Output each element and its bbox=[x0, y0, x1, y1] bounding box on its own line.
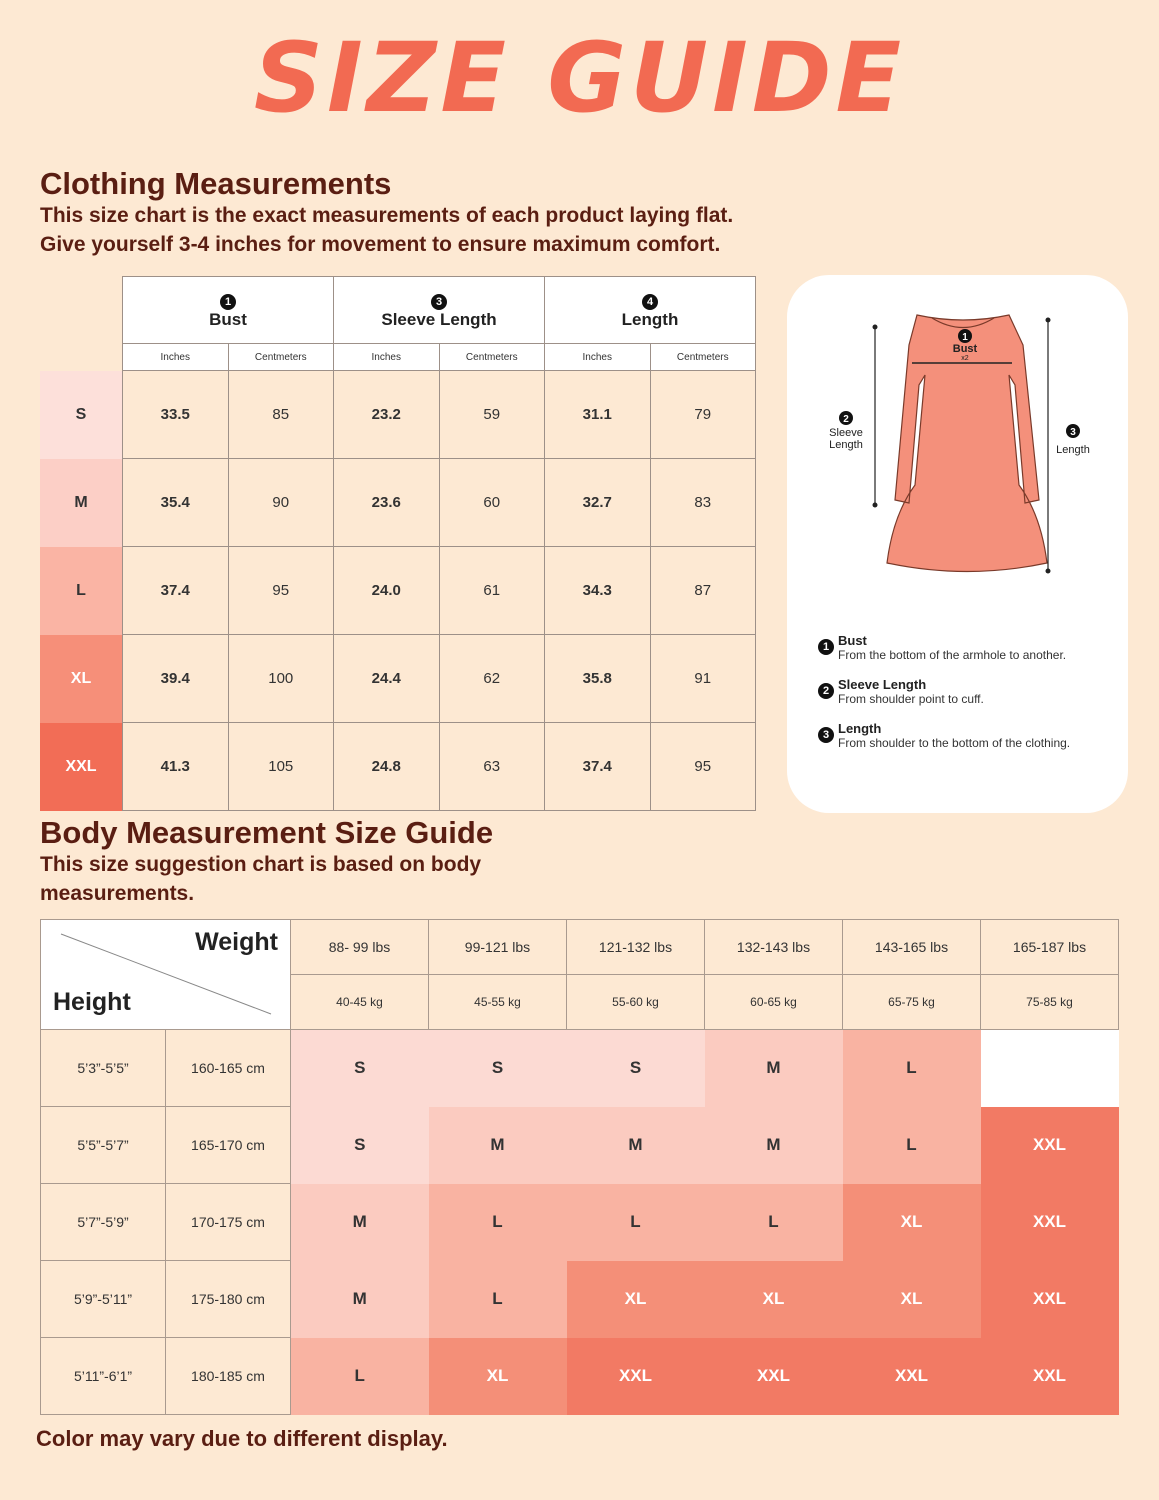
table-cell: 85 bbox=[228, 371, 334, 459]
size-cell: L bbox=[705, 1184, 843, 1261]
body-desc-1: This size suggestion chart is based on body bbox=[40, 853, 482, 876]
height-in: 5’7”-5’9” bbox=[41, 1184, 166, 1261]
unit-label: Centmeters bbox=[439, 344, 545, 371]
table-cell: 24.0 bbox=[334, 547, 440, 635]
number-badge-icon: 1 bbox=[818, 639, 834, 655]
table-cell: 34.3 bbox=[545, 547, 651, 635]
table-cell: 35.8 bbox=[545, 635, 651, 723]
size-cell: XL bbox=[567, 1261, 705, 1338]
size-label: XXL bbox=[40, 723, 123, 811]
size-cell: L bbox=[291, 1338, 429, 1415]
body-heading: Body Measurement Size Guide bbox=[40, 815, 494, 850]
unit-label: Inches bbox=[123, 344, 229, 371]
size-cell bbox=[981, 1030, 1119, 1107]
size-cell: L bbox=[843, 1030, 981, 1107]
weight-lbs: 88- 99 lbs bbox=[291, 920, 429, 975]
number-badge-icon: 1 bbox=[220, 294, 236, 310]
size-label: S bbox=[40, 371, 123, 459]
size-label: M bbox=[40, 459, 123, 547]
size-cell: S bbox=[567, 1030, 705, 1107]
legend-item bbox=[818, 677, 1118, 706]
table-cell: 60 bbox=[439, 459, 545, 547]
table-cell: 59 bbox=[439, 371, 545, 459]
number-badge-icon: 4 bbox=[642, 294, 658, 310]
sleeve-group-header bbox=[334, 277, 545, 344]
table-cell: 100 bbox=[228, 635, 334, 723]
table-row bbox=[40, 723, 756, 811]
table-row bbox=[41, 1184, 1119, 1261]
height-in: 5’3”-5’5” bbox=[41, 1030, 166, 1107]
table-cell: 37.4 bbox=[545, 723, 651, 811]
weight-lbs: 132-143 lbs bbox=[705, 920, 843, 975]
bust-header: Bust bbox=[209, 310, 247, 329]
bust-group-header bbox=[123, 277, 334, 344]
body-measurement-table bbox=[40, 919, 1119, 1415]
length-group-header bbox=[545, 277, 756, 344]
table-cell: 37.4 bbox=[123, 547, 229, 635]
bust-num: 1 bbox=[962, 332, 968, 343]
height-cm: 175-180 cm bbox=[166, 1261, 291, 1338]
table-cell: 24.8 bbox=[334, 723, 440, 811]
size-cell: S bbox=[291, 1107, 429, 1184]
weight-kg: 40-45 kg bbox=[291, 975, 429, 1030]
size-cell: M bbox=[291, 1184, 429, 1261]
table-row bbox=[41, 1030, 1119, 1107]
size-cell: M bbox=[429, 1107, 567, 1184]
table-row bbox=[40, 459, 756, 547]
weight-kg: 45-55 kg bbox=[429, 975, 567, 1030]
measurement-diagram-card bbox=[787, 275, 1128, 813]
size-cell: L bbox=[843, 1107, 981, 1184]
size-cell: XXL bbox=[981, 1261, 1119, 1338]
legend-desc: From shoulder point to cuff. bbox=[838, 692, 984, 706]
table-cell: 33.5 bbox=[123, 371, 229, 459]
page-title: SIZE GUIDE bbox=[253, 22, 906, 134]
size-cell: M bbox=[705, 1107, 843, 1184]
height-cm: 170-175 cm bbox=[166, 1184, 291, 1261]
weight-label: Weight bbox=[195, 928, 278, 956]
table-row bbox=[40, 635, 756, 723]
size-cell: M bbox=[705, 1030, 843, 1107]
table-cell: 90 bbox=[228, 459, 334, 547]
weight-kg: 65-75 kg bbox=[843, 975, 981, 1030]
height-in: 5’5”-5’7” bbox=[41, 1107, 166, 1184]
clothing-desc-1: This size chart is the exact measurements of each product laying flat. bbox=[40, 204, 734, 227]
weight-lbs: 143-165 lbs bbox=[843, 920, 981, 975]
number-badge-icon: 3 bbox=[431, 294, 447, 310]
table-cell: 79 bbox=[650, 371, 756, 459]
weight-kg: 60-65 kg bbox=[705, 975, 843, 1030]
table-row bbox=[40, 547, 756, 635]
table-row bbox=[41, 1338, 1119, 1415]
sleeve-diagram-label-1: Sleeve bbox=[829, 427, 863, 439]
table-row bbox=[41, 1107, 1119, 1184]
size-cell: L bbox=[429, 1261, 567, 1338]
legend-title: Sleeve Length bbox=[838, 677, 927, 692]
weight-lbs: 99-121 lbs bbox=[429, 920, 567, 975]
table-cell: 63 bbox=[439, 723, 545, 811]
table-row bbox=[40, 371, 756, 459]
unit-label: Centmeters bbox=[228, 344, 334, 371]
height-cm: 180-185 cm bbox=[166, 1338, 291, 1415]
legend-item bbox=[818, 633, 1118, 662]
size-cell: XL bbox=[843, 1184, 981, 1261]
legend-title: Bust bbox=[838, 633, 867, 648]
table-cell: 95 bbox=[650, 723, 756, 811]
unit-label: Inches bbox=[334, 344, 440, 371]
size-cell: XXL bbox=[567, 1338, 705, 1415]
number-badge-icon: 3 bbox=[818, 727, 834, 743]
size-cell: XXL bbox=[705, 1338, 843, 1415]
length-header: Length bbox=[621, 310, 679, 329]
weight-lbs: 165-187 lbs bbox=[981, 920, 1119, 975]
clothing-desc-2: Give yourself 3-4 inches for movement to ensure maximum comfort. bbox=[40, 233, 721, 256]
table-cell: 41.3 bbox=[123, 723, 229, 811]
table-cell: 35.4 bbox=[123, 459, 229, 547]
table-cell: 61 bbox=[439, 547, 545, 635]
size-cell: XL bbox=[705, 1261, 843, 1338]
size-cell: XL bbox=[843, 1261, 981, 1338]
table-row bbox=[41, 1261, 1119, 1338]
unit-label: Inches bbox=[545, 344, 651, 371]
table-cell: 83 bbox=[650, 459, 756, 547]
table-cell: 62 bbox=[439, 635, 545, 723]
size-cell: M bbox=[291, 1261, 429, 1338]
size-cell: L bbox=[429, 1184, 567, 1261]
sleeve-num: 2 bbox=[843, 414, 849, 425]
bust-diagram-label: Bust bbox=[952, 343, 978, 355]
footer-note: Color may vary due to different display. bbox=[36, 1426, 448, 1451]
height-label: Height bbox=[53, 988, 131, 1016]
sleeve-diagram-label-2: Length bbox=[829, 439, 863, 451]
table-cell: 32.7 bbox=[545, 459, 651, 547]
sleeve-header: Sleeve Length bbox=[381, 310, 497, 329]
weight-height-header bbox=[41, 920, 291, 1030]
size-cell: XXL bbox=[981, 1184, 1119, 1261]
legend-desc: From shoulder to the bottom of the clothing. bbox=[838, 736, 1071, 750]
size-cell: XL bbox=[429, 1338, 567, 1415]
table-cell: 39.4 bbox=[123, 635, 229, 723]
clothing-heading: Clothing Measurements bbox=[40, 166, 392, 201]
size-label: XL bbox=[40, 635, 123, 723]
height-cm: 165-170 cm bbox=[166, 1107, 291, 1184]
table-cell: 23.6 bbox=[334, 459, 440, 547]
size-cell: S bbox=[291, 1030, 429, 1107]
size-cell: XXL bbox=[843, 1338, 981, 1415]
number-badge-icon: 2 bbox=[818, 683, 834, 699]
length-num: 3 bbox=[1070, 427, 1076, 438]
size-cell: L bbox=[567, 1184, 705, 1261]
table-cell: 95 bbox=[228, 547, 334, 635]
size-cell: M bbox=[567, 1107, 705, 1184]
body-desc-2: measurements. bbox=[40, 882, 195, 905]
unit-label: Centmeters bbox=[650, 344, 756, 371]
table-cell: 105 bbox=[228, 723, 334, 811]
weight-kg: 55-60 kg bbox=[567, 975, 705, 1030]
table-cell: 24.4 bbox=[334, 635, 440, 723]
size-label: L bbox=[40, 547, 123, 635]
table-cell: 87 bbox=[650, 547, 756, 635]
length-diagram-label: Length bbox=[1056, 444, 1090, 456]
size-cell: S bbox=[429, 1030, 567, 1107]
table-cell: 23.2 bbox=[334, 371, 440, 459]
table-cell: 91 bbox=[650, 635, 756, 723]
size-cell: XXL bbox=[981, 1107, 1119, 1184]
legend-item bbox=[818, 721, 1118, 750]
height-cm: 160-165 cm bbox=[166, 1030, 291, 1107]
size-cell: XXL bbox=[981, 1338, 1119, 1415]
legend-title: Length bbox=[838, 721, 882, 736]
weight-lbs: 121-132 lbs bbox=[567, 920, 705, 975]
height-in: 5’11”-6’1” bbox=[41, 1338, 166, 1415]
clothing-measurement-table bbox=[40, 276, 756, 811]
legend-desc: From the bottom of the armhole to another. bbox=[838, 648, 1067, 662]
height-in: 5’9”-5’11” bbox=[41, 1261, 166, 1338]
weight-kg: 75-85 kg bbox=[981, 975, 1119, 1030]
bust-x2: x2 bbox=[961, 355, 969, 362]
table-cell: 31.1 bbox=[545, 371, 651, 459]
